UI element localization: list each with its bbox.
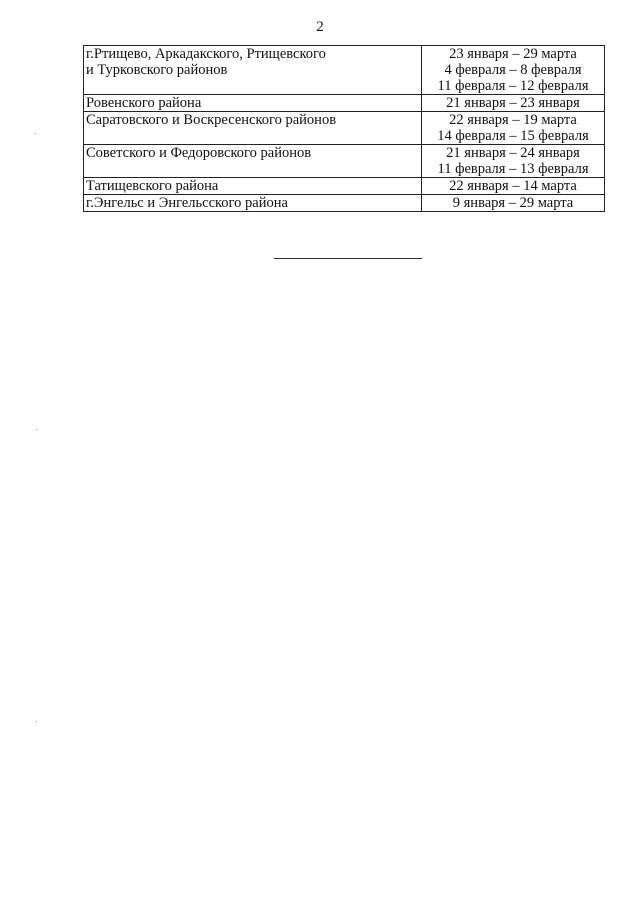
area-cell (84, 95, 422, 112)
area-cell (84, 145, 422, 178)
dates-cell (422, 195, 605, 212)
area-text: г.Энгельс и Энгельсского района (86, 195, 288, 211)
area-cell (84, 46, 422, 95)
area-text: Татищевского района (86, 178, 219, 194)
area-text: и Турковского районов (86, 62, 228, 78)
area-text: г.Ртищево, Аркадакского, Ртищевского (86, 46, 326, 62)
end-rule (274, 258, 422, 259)
area-text: Саратовского и Воскресенского районов (86, 112, 337, 128)
table-row (84, 195, 605, 212)
table-row (84, 95, 605, 112)
page-number: 2 (316, 19, 324, 35)
area-cell (84, 112, 422, 145)
dates-cell (422, 46, 605, 95)
table-row (84, 145, 605, 178)
date-range: 22 января – 14 марта (449, 178, 577, 194)
table-row (84, 46, 605, 95)
date-range: 21 января – 24 января (446, 145, 580, 161)
scan-speck (36, 429, 37, 430)
scan-speck (36, 721, 37, 722)
table-row (84, 178, 605, 195)
dates-cell (422, 95, 605, 112)
dates-cell (422, 112, 605, 145)
area-text: Советского и Федоровского районов (86, 145, 312, 161)
date-range: 22 января – 19 марта (449, 112, 577, 128)
dates-cell (422, 178, 605, 195)
area-text: Ровенского района (86, 95, 202, 111)
date-range: 4 февраля – 8 февраля (444, 62, 582, 78)
area-cell (84, 195, 422, 212)
scan-speck (35, 133, 36, 134)
date-range: 11 февраля – 13 февраля (437, 161, 589, 177)
table-row (84, 112, 605, 145)
dates-cell (422, 145, 605, 178)
date-range: 9 января – 29 марта (452, 195, 574, 211)
area-cell (84, 178, 422, 195)
date-range: 23 января – 29 марта (449, 46, 577, 62)
date-range: 21 января – 23 января (446, 95, 580, 111)
date-range: 11 февраля – 12 февраля (437, 78, 589, 94)
date-range: 14 февраля – 15 февраля (437, 128, 589, 144)
schedule-table (83, 45, 605, 212)
